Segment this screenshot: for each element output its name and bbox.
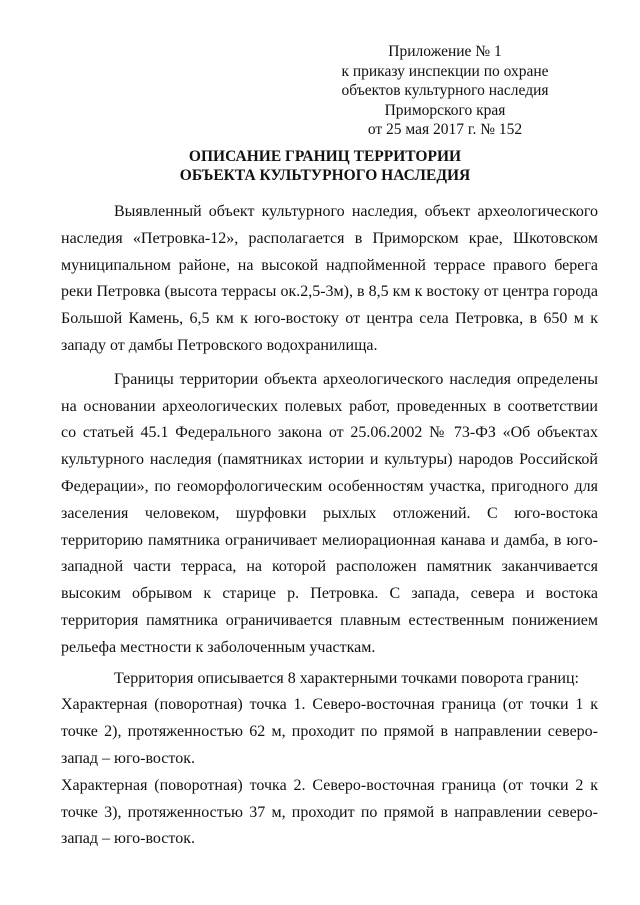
appendix-date: от 25 мая 2017 г. № 152 — [367, 121, 523, 138]
paragraph-point-2: Характерная (поворотная) точка 2. Северо-восточная граница (от точки 2 к точке 3), протяженностью 37 м, проходит по прямой в направлении северо-запад – юго-восток. — [61, 776, 598, 848]
appendix-order-ref-cont: объектов культурного наследия — [341, 82, 549, 99]
title-line-1: ОПИСАНИЕ ГРАНИЦ ТЕРРИТОРИИ — [188, 148, 462, 165]
appendix-number: Приложение № 1 — [388, 43, 502, 60]
document-body — [61, 199, 598, 853]
paragraph-points-intro: Территория описывается 8 характерными точками поворота границ: — [114, 669, 579, 687]
paragraph-point-1: Характерная (поворотная) точка 1. Северо-восточная граница (от точки 1 к точке 2), протяженностью 62 м, проходит по прямой в направлении северо-запад – юго-восток. — [61, 696, 598, 767]
appendix-region: Приморского края — [384, 101, 506, 119]
appendix-header — [320, 42, 570, 140]
document-title — [60, 147, 590, 185]
appendix-order-ref: к приказу инспекции по охране — [341, 62, 549, 80]
title-line-2: ОБЪЕКТА КУЛЬТУРНОГО НАСЛЕДИЯ — [179, 167, 471, 184]
paragraph-boundaries: Границы территории объекта археологического наследия определены на основании археологических полевых работ, проведенных в соответствии со статьей 45.1 Федерального закона от 25.06.2002 № 73-ФЗ «Об объектах культурного наследия (памятниках истории и культуры) народов Российской Федерации», по геоморфологическим особенностям участка, пригодного для заселения человеком, шурфовки рыхлых отложений. С юго-востока территорию памятника ограничивает мелиорационная канава и дамба, в юго-западной части терраса, на которой расположен памятник заканчивается высоким обрывом к старице р. Петровка. С запада, севера и востока территория памятника ограничивается плавным естественным понижением рельефа местности к заболоченным участкам. — [61, 370, 598, 656]
paragraph-location: Выявленный объект культурного наследия, объект археологического наследия «Петровка-12», располагается в Приморском крае, Шкотовском муниципальном районе, на высокой надпойменной террасе правого берега реки Петровка (высота террасы ок.2,5-3м), в 8,5 км к востоку от центра города Большой Камень, 6,5 км к юго-востоку от центра села Петровка, в 650 м к западу от дамбы Петровского водохранилища. — [61, 203, 598, 354]
